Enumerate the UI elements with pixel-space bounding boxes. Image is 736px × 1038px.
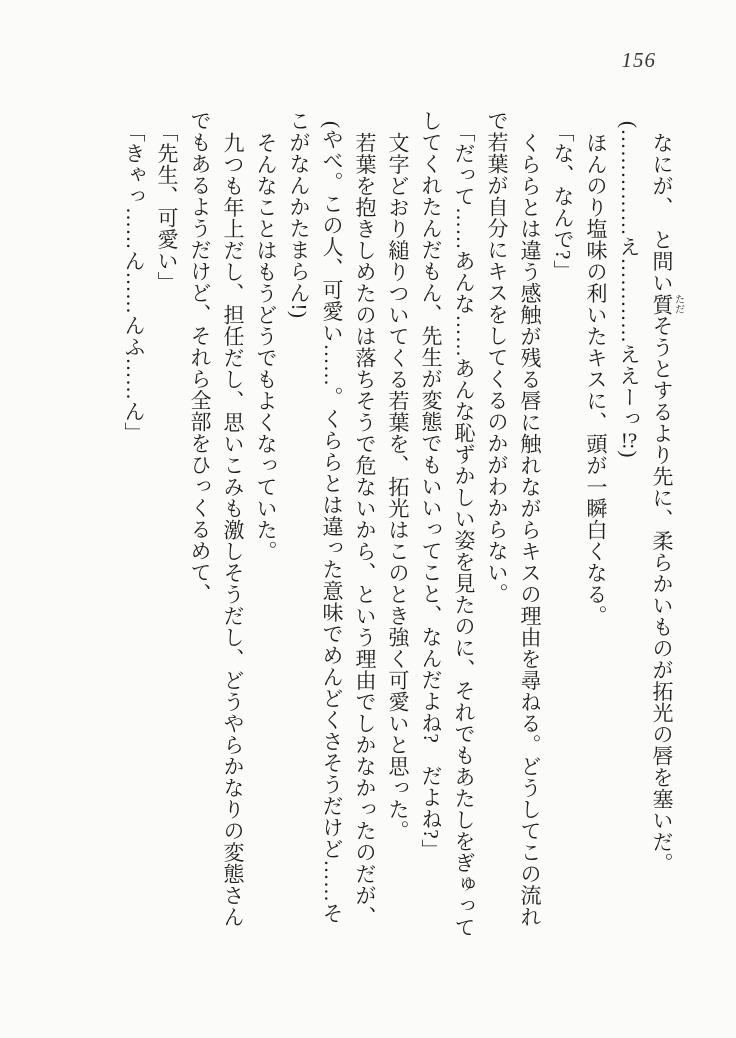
text-line: してくれたんだもん、先生が変態でもいいってこと、なんだよね? だよね?」 [419,110,443,861]
text-line: ほんのり塩味の利いたキスに、頭が一瞬白くなる。 [584,132,608,627]
text-line: 「先生、可愛い」 [155,121,179,293]
page-number: 156 [621,48,656,72]
text-line: こがなんかたまらん!) [287,110,311,319]
text-block [117,110,683,980]
text-segment: (……………え…………ええーっ [617,121,641,430]
text-line: 「きゃっ……ん……んふ……ん」 [122,121,146,444]
text-line: 九つも年上だし、担任だし、思いこみも激しそうだし、どうやらかなりの変態さん [221,132,245,928]
text-line: くららとは違う感触が残る唇に触れながらキスの理由を尋ねる。どうしてこの流れ [518,132,542,928]
text-line: 若葉を抱きしめたのは落ちそうで危ないから、という理由でしかなかったのだが、 [353,132,377,928]
text-line: でもあるようだけど、それら全部をひっくるめて、 [188,110,212,605]
ruby-base: 質 [650,293,674,315]
text-line: 「だって……あんな……あんな恥ずかしい姿を見たのに、それでもあたしをぎゅって [452,121,476,938]
exclamation-question-combined: !? [620,429,638,451]
text-line: で若葉が自分にキスをしてくるのかがわからない。 [485,110,509,605]
text-segment: ) [617,450,641,458]
text-segment: そうとするより先に、柔らかいものが拓光の唇を塞いだ。 [650,315,674,874]
text-segment: なにが、 と問い [650,132,674,294]
text-line: 文字どおり縋りついてくる若葉を、拓光はこのとき強く可愛いと思った。 [386,132,410,842]
text-line: 「な、なんで?」 [551,121,575,282]
text-line: そんなことはもうどうでもよくなっていた。 [254,132,278,562]
text-line [645,110,683,980]
ruby-annotation [650,293,684,316]
ruby-text: ただ [672,293,684,315]
text-line [612,110,645,980]
text-line: (やべ。この人、可愛い……。くららとは違った意味でめんどくさそうだけど……そ [320,121,344,924]
